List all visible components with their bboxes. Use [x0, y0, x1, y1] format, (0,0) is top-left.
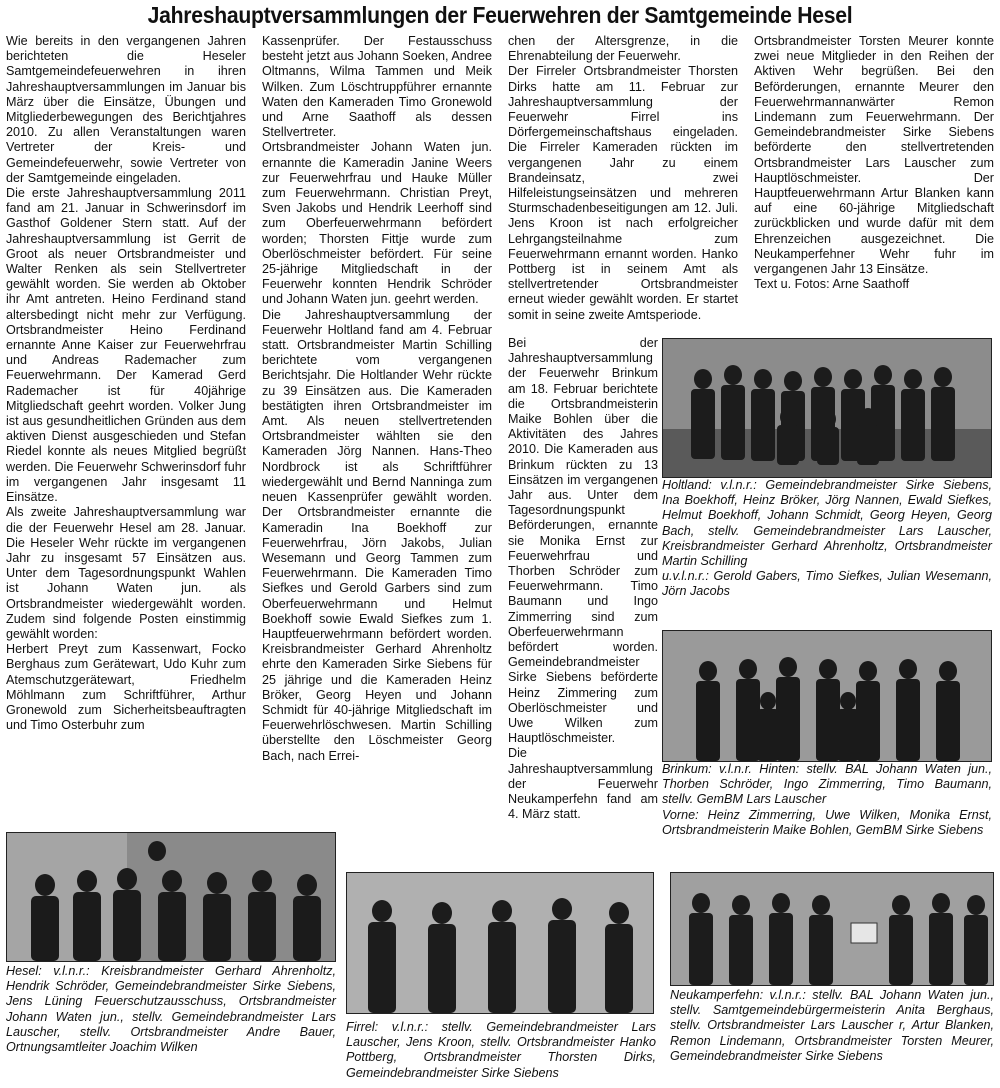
article-column-4: [754, 34, 994, 334]
holtland-photo: [662, 338, 992, 478]
article-column-3: [508, 34, 738, 334]
photo-credit: Text u. Fotos: Arne Saathoff: [754, 277, 910, 292]
headline: Jahreshauptversammlungen der Feuerwehren der Samtgemeinde Hesel: [147, 2, 853, 28]
paragraph: Wie bereits in den vergangenen Jahren berichteten die Heseler Samtgemeindefeuerwehren in ihren Jahreshauptversammlungen im Januar bis März über die Einsätze, Übungen und Mitgliederbewegungen des Berichtjahres 2010. Zu allen Veranstaltungen waren Vertreter der Kreis- und Gemeindefeuerwehr, sowie Vertreter von der Samtgemeinde eingeladen.: [6, 34, 246, 185]
neukamperfehn-caption: [670, 988, 994, 1064]
paragraph: Herbert Preyt zum Kassenwart, Focko Berghaus zum Gerätewart, Udo Kuhr zum Atemschutzgerätewart, Friedhelm Möhlmann zum Schriftführer, Arthur Gronewold zum Sicherheitsbeauftragten und Timo Osterbuhr zum: [6, 642, 246, 733]
paragraph: Ortsbrandmeister Johann Waten jun. ernannte die Kameradin Janine Weers zur Feuerwehrfrau und Hauke Müller zum Feuerwehrmann. Christian Preyt, Sven Jakobs und Hendrik Leerhoff sind zum Oberfeuerwehrmann befördert worden; Thorsten Fittje wurde zum Oberlöschmeister befördert. Für seine 25-jährige Mitgliedschaft in der Feuerwehr konnten Hendrik Schröder und Johann Waten jun. geehrt werden.: [262, 140, 492, 307]
brinkum-caption: [662, 762, 992, 838]
neukamperfehn-photo: [670, 872, 994, 986]
caption-text: Hesel: v.l.n.r.: Kreisbrandmeister Gerhard Ahrenholtz, Hendrik Schröder, Gemeindebrandmeister Sirke Siebens, Jens Lüning Feuerschutzausschuss, Ortsbrandmeister Johann Waten jun., stellv. Gemeindebrandmeister Lars Lauscher, stellv. Ortsbrandmeister Andre Bauer, Ortnungsamtleiter Joachim Wilken: [6, 964, 336, 1055]
paragraph: Kassenprüfer. Der Festausschuss besteht jetzt aus Johann Soeken, Andree Oltmanns, Wilma Tammen und Meik Wilken. Zum Löschtruppführer ernannte Waten den Kameraden Timo Gronewold und Arne Saathoff als dessen Stellvertreter.: [262, 34, 492, 140]
article-column-1: [6, 34, 246, 824]
caption-text: Brinkum: v.l.n.r. Hinten: stellv. BAL Johann Waten jun., Thorben Schröder, Ingo Zimmerring, Timo Baumann, stellv. GemBM Lars Lauscher: [662, 762, 992, 807]
caption-text: u.v.l.n.r.: Gerold Gabers, Timo Siefkes, Julian Wesemann, Jörn Jacobs: [662, 569, 992, 599]
paragraph: Der Firreler Ortsbrandmeister Thorsten Dirks hatte am 11. Februar zur Jahreshauptversammlung der Feuerwehr Firrel ins Dörfergemeinschaftshaus eingeladen. Die Firreler Kameraden rückten im vergangenen Jahr zu einem Brandeinsatz, zwei Hilfeleistungseinsätzen und mehreren Sturmschadenbeseitigungen am 12. Juli. Jens Kroon ist nach erfolgreicher Lehrgangsteilnahme zum Feuerwehrmann ernannt worden. Hanko Pottberg ist in seinem Amt als stellvertretender Ortsbrandmeister erneut wieder gewählt worden. Er startet somit in seine zweite Amtsperiode.: [508, 64, 738, 322]
caption-text: Holtland: v.l.n.r.: Gemeindebrandmeister Sirke Siebens, Ina Boekhoff, Heinz Bröker, Jörg Nannen, Ewald Siefkes, Helmut Boekhoff, Johann Schmidt, Georg Heyen, Georg Bach, stellv. Gemeindebrandmeister Lars Lauscher, Kreisbrandmeister Gerhard Ahrenholtz, Ortsbrandmeister Martin Schilling: [662, 478, 992, 569]
paragraph: Ortsbrandmeister Torsten Meurer konnte zwei neue Mitglieder in den Reihen der Aktiven Wehr begrüßen. Bei den Beförderungen, ernannte Meurer den Feuerwehrmannanwärter Remon Lindemann zum Feuerwehrmann. Der Gemeindebrandmeister Sirke Siebens beförderte den stellvertretenden Ortsbrandmeister Lars Lauscher zum Hauptlöschmeister. Der Hauptfeuerwehrmann Artur Blanken kann auf eine 60-jährige Mitgliedschaft zurückblicken und wurde dafür mit dem Ehrenzeichen ausgezeichnet. Die Neukamperfehner Wehr fuhr im vergangenen Jahr 13 Einsätze.: [754, 34, 994, 277]
article-column-2: [262, 34, 492, 854]
brinkum-photo: [662, 630, 992, 762]
paragraph: Die Jahreshauptversammlung der Feuerwehr Holtland fand am 4. Februar statt. Ortsbrandmeister Martin Schilling berichtete vom vergangenen Berichtsjahr. Die Holtlander Wehr rückte zu 39 Einsätzen aus. Die Kameraden bestätigten ihren Ortsbrandmeister im Amt. Als neuen stellvertretenden Ortsbrandmeister wählten sie den Kameraden Jörg Nannen. Hans-Theo Nordbrock ist als Schriftführer wiedergewählt und Bernd Nanninga zum neuen Kassenprüfer gewählt worden. Der Ortsbrandmeister ernannte die Kameradin Ina Boekhoff zur Feuerwehrfrau, Jörn Jakobs, Julian Wesemann und Georg Tammen zum Feuerwehrmann. Die Kameraden Timo Siefkes und Gerold Garbers sind zum Oberfeuerwehrmann und Helmut Boekhoff sowie Ewald Siefkes zum 1. Hauptfeuerwehrmann befördert worden. Kreisbrandmeister Gerhard Ahrenholtz ehrte den Kameraden Sirke Siebens für 25 jährige und die Kameraden Heinz Bröker, Georg Heyen und Johann Schmidt für 40-jährige Mitgliedschaft im Feuerwehrlöschwesen. Martin Schilling überstellte den Löschmeister Georg Bach, nach Errei-: [262, 307, 492, 763]
paragraph: Die Jahreshauptversammlung der Feuerwehr Neukamperfehn fand am 4. März statt.: [508, 746, 658, 822]
article-column-3-lower: [508, 336, 658, 856]
paragraph: Als zweite Jahreshauptversammlung war die der Feuerwehr Hesel am 28. Januar. Die Heseler Wehr rückte im vergangenen Jahr zu insgesamt 57 Einsätzen aus. Unter dem Tagesordnungspunkt Wahlen ist Johann Waten jun. als Ortsbrandmeister wiedergewählt worden. Zudem sind folgende Posten einstimmig gewählt worden:: [6, 505, 246, 641]
hesel-caption: [6, 964, 336, 1055]
paragraph: Die erste Jahreshauptversammlung 2011 fand am 21. Januar in Schwerinsdorf im Gasthof Goldener Stern statt. Auf der Jahreshauptversammlung ist Gerrit de Groot als neuer Ortsbrandmeister und Walter Renken als sein Stellvertreter gewählt worden. Sie werden ab Oktober ihr Amt antreten. Heino Ferdinand stand altersbedingt nicht mehr zur Verfügung. Ortsbrandmeister Heino Ferdinand ernannte Anne Kaiser zur Feuerwehrfrau und Andreas Rademacher zum Feuerwehrmann. Der Kamerad Gerd Rademacher ist für 40jährige Mitgliedschaft geehrt worden. Volker Jung ist aus gesundheitlichen Gründen aus dem aktiven Dienst ausgeschieden und Stefan Riedel konnte als neues Mitglied begrüßt werden. Die Feuerwehr Schwerinsdorf fuhr im vergangenen Jahr insgesamt 11 Einsätze.: [6, 186, 246, 505]
caption-text: Firrel: v.l.n.r.: stellv. Gemeindebrandmeister Lars Lauscher, Jens Kroon, stellv. Ortsbrandmeister Hanko Pottberg, Ortsbrandmeister Thorsten Dirks, Gemeindebrandmeister Sirke Siebens: [346, 1020, 656, 1080]
hesel-photo: [6, 832, 336, 962]
holtland-caption: [662, 478, 992, 600]
firrel-caption: [346, 1020, 656, 1081]
caption-text: Vorne: Heinz Zimmerring, Uwe Wilken, Monika Ernst, Ortsbrandmeisterin Maike Bohlen, GemBM Sirke Siebens: [662, 807, 992, 837]
paragraph: Bei der Jahreshauptversammlung der Feuerwehr Brinkum am 18. Februar berichtete die Ortsbrandmeisterin Maike Bohlen über die Aktivitäten des Jahres 2010. Die Kameraden aus Brinkum rückten zu 13 Einsätzen im vergangenen Jahr aus. Unter dem Tagesordnungspunkt Beförderungen, ernannte sie Monika Ernst zur Feuerwehrfrau und Thorben Schröder zum Feuerwehrmann. Timo Baumann und Ingo Zimmerring sind zum Oberfeuerwehrmann befördert worden. Gemeindebrandmeister Sirke Siebens beförderte Heinz Zimmering zum Oberlöschmeister und Uwe Wilken zum Hauptlöschmeister.: [508, 336, 658, 746]
firrel-photo: [346, 872, 654, 1014]
paragraph: chen der Altersgrenze, in die Ehrenabteilung der Feuerwehr.: [508, 34, 738, 64]
caption-text: Neukamperfehn: v.l.n.r.: stellv. BAL Johann Waten jun., stellv. Samtgemeindebürgermeisterin Anita Berghaus, stellv. Ortsbrandmeister Lars Lauscher r, Artur Blanken, Remon Lindemann, Ortsbrandmeister Torsten Meurer, Gemeindebrandmeister Sirke Siebens: [670, 988, 994, 1063]
